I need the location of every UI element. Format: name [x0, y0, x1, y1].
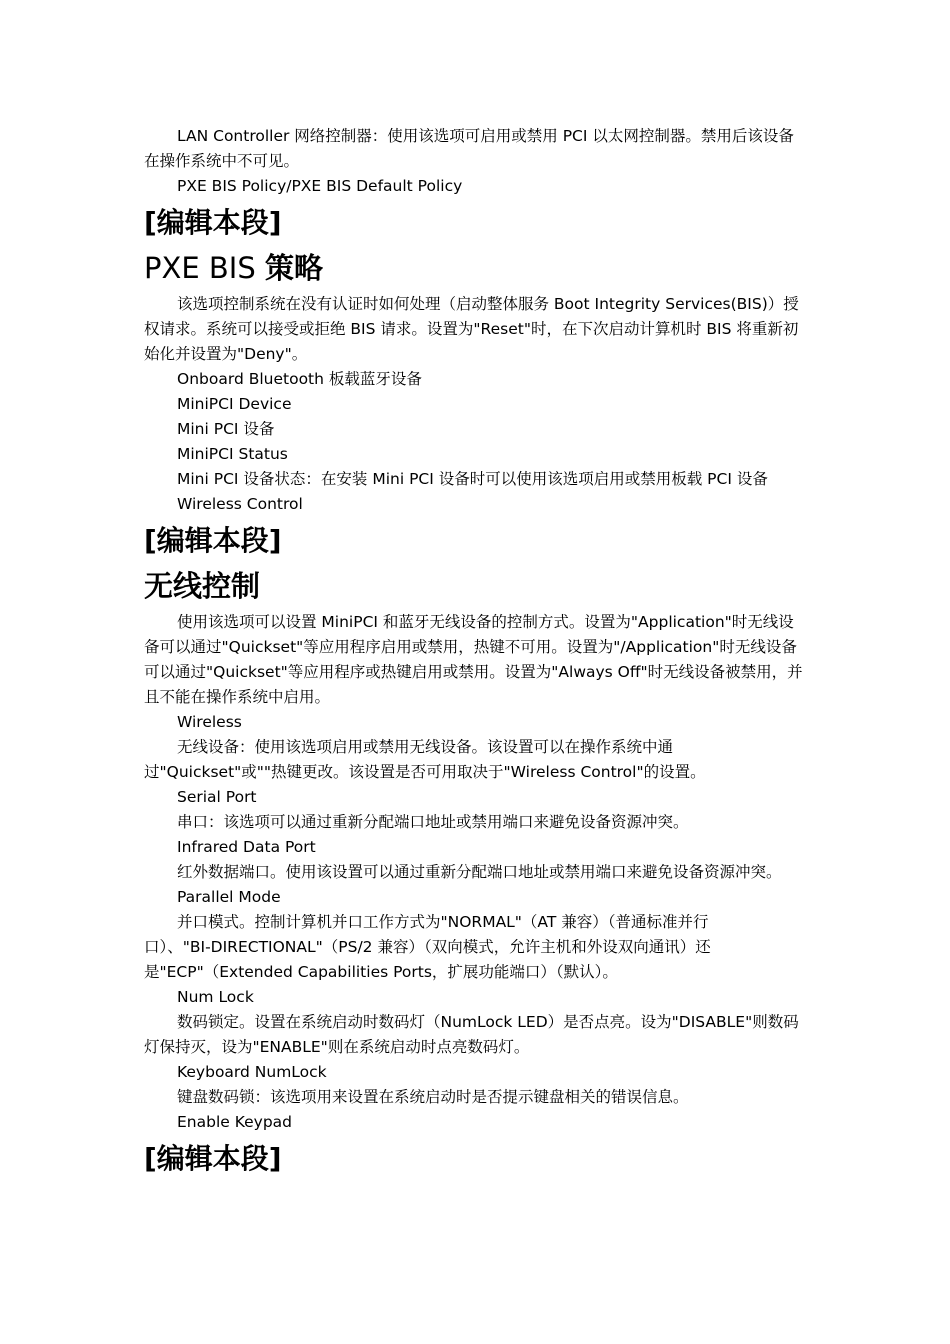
paragraph-keyboard-numlock-desc: 键盘数码锁：该选项用来设置在系统启动时是否提示键盘相关的错误信息。 [177, 1088, 689, 1106]
paragraph-parallel-mode-desc-1: 并口模式。控制计算机并口工作方式为"NORMAL"（AT 兼容）（普通标准并行 [177, 913, 709, 931]
paragraph-wireless-control: Wireless Control [177, 495, 303, 513]
heading-cjk: 策略 [264, 251, 323, 285]
paragraph-wireless: Wireless [177, 713, 242, 731]
paragraph-parallel-mode-desc-3: 是"ECP"（Extended Capabilities Ports，扩展功能端口）（默认）。 [144, 963, 618, 981]
paragraph-onboard-bluetooth: Onboard Bluetooth 板载蓝牙设备 [177, 370, 422, 388]
paragraph-num-lock-desc: 数码锁定。设置在系统启动时数码灯（NumLock LED）是否点亮。设为"DISABLE"则数码灯保持灭，设为"ENABLE"则在系统启动时点亮数码灯。 [144, 1013, 799, 1056]
paragraph-minipci-device: MiniPCI Device [177, 395, 292, 413]
paragraph-infrared-port: Infrared Data Port [177, 838, 316, 856]
paragraph-mini-pci-status-cn: Mini PCI 设备状态：在安装 Mini PCI 设备时可以使用该选项启用或禁用板载 PCI 设备 [177, 470, 768, 488]
paragraph-enable-keypad: Enable Keypad [177, 1113, 293, 1131]
paragraph-wireless-control-desc: 使用该选项可以设置 MiniPCI 和蓝牙无线设备的控制方式。设置为"Application"时无线设备可以通过"Quickset"等应用程序启用或禁用，热键不可用。设置为"/Application"时无线设备可以通过"Quickset"等应用程序或热键启用或禁用。设置为"Always Off"时无线设备被禁用，并且不能在操作系统中启用。 [144, 613, 803, 706]
document-page [144, 124, 808, 1185]
heading-latin: PXE BIS [144, 251, 265, 285]
paragraph-num-lock: Num Lock [177, 988, 254, 1006]
paragraph-bis-description: 该选项控制系统在没有认证时如何处理（启动整体服务 Boot Integrity Services(BIS)）授权请求。系统可以接受或拒绝 BIS 请求。设置为"Reset"时，在下次启动计算机时 BIS 将重新初始化并设置为"Deny"。 [144, 295, 799, 363]
paragraph-parallel-mode-desc-2: 口）、"BI-DIRECTIONAL"（PS/2 兼容）（双向模式，允许主机和外设双向通讯）还 [144, 938, 711, 956]
paragraph-serial-port: Serial Port [177, 788, 257, 806]
paragraph-parallel-mode: Parallel Mode [177, 888, 281, 906]
paragraph-serial-port-desc: 串口：该选项可以通过重新分配端口地址或禁用端口来避免设备资源冲突。 [177, 813, 689, 831]
paragraph-pxe-bis-policy: PXE BIS Policy/PXE BIS Default Policy [177, 177, 463, 195]
paragraph-wireless-desc-1: 无线设备：使用该选项启用或禁用无线设备。该设置可以在操作系统中通 [177, 738, 674, 756]
edit-section-link[interactable]: [编辑本段] [144, 206, 282, 239]
paragraph-lan-controller: LAN Controller 网络控制器：使用该选项可启用或禁用 PCI 以太网控制器。禁用后该设备在操作系统中不可见。 [144, 127, 794, 170]
paragraph-infrared-port-desc: 红外数据端口。使用该设置可以通过重新分配端口地址或禁用端口来避免设备资源冲突。 [177, 863, 782, 881]
edit-section-link[interactable]: [编辑本段] [144, 1142, 282, 1175]
paragraph-wireless-desc-2: 过"Quickset"或""热键更改。该设置是否可用取决于"Wireless Control"的设置。 [144, 763, 706, 781]
heading-wireless-control: 无线控制 [144, 569, 261, 603]
paragraph-mini-pci-device-cn: Mini PCI 设备 [177, 420, 275, 438]
paragraph-minipci-status: MiniPCI Status [177, 445, 288, 463]
heading-pxe-bis-policy [144, 249, 808, 287]
paragraph-keyboard-numlock: Keyboard NumLock [177, 1063, 327, 1081]
edit-section-link[interactable]: [编辑本段] [144, 524, 282, 557]
